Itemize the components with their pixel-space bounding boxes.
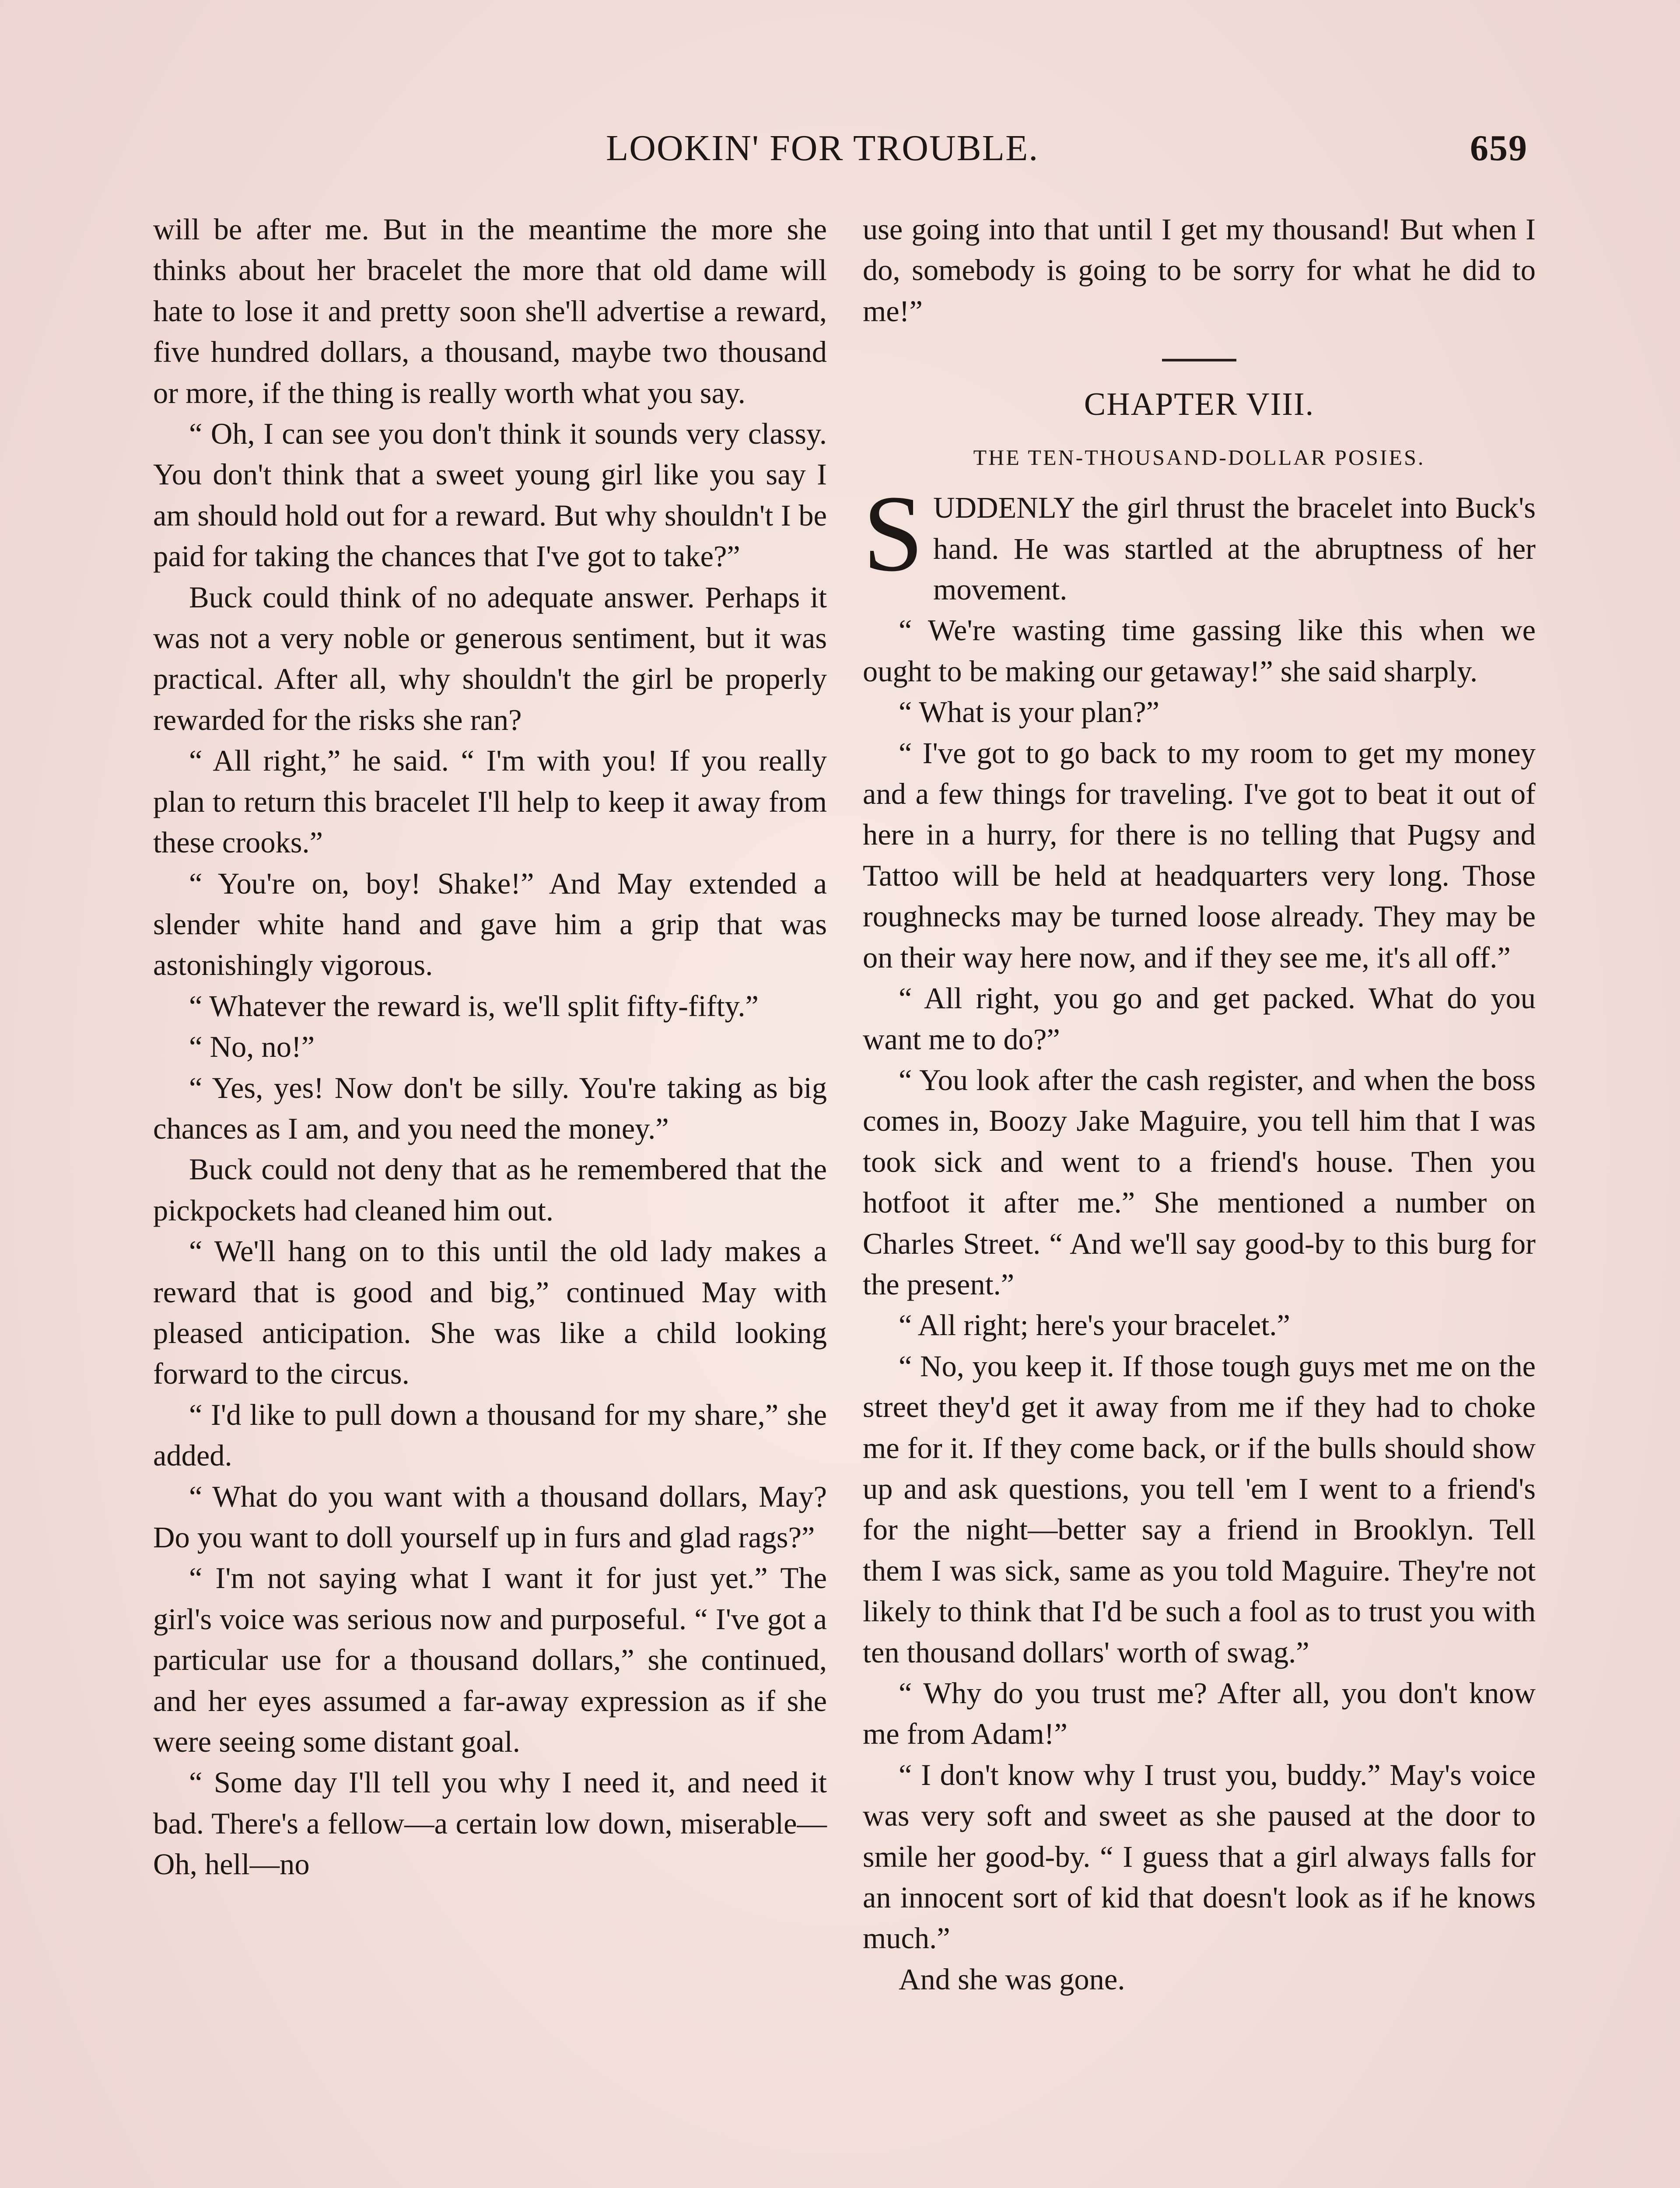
paragraph: “ I'm not saying what I want it for just yet.” The girl's voice was serious now and purposeful. “ I've got a particular use for a thousand dollars,” she continued, and her eyes assumed a far-away expression as if she were seeing some distant goal. — [153, 1561, 827, 1759]
paragraph: “ All right; here's your bracelet.” — [899, 1308, 1290, 1342]
paragraph: “ Some day I'll tell you why I need it, and need it bad. There's a fellow—a certain low down, miserable— Oh, hell—no — [153, 1766, 827, 1881]
running-title: LOOKIN' FOR TROUBLE. — [606, 128, 1039, 168]
paragraph: “ I've got to go back to my room to get my money and a few things for traveling. I've got to beat it out of here in a hurry, for there is no telling that Pugsy and Tattoo will be held at headquarters very long. Those roughnecks may be turned loose already. They may be on their way here now, and if they see me, it's all off.” — [863, 736, 1536, 974]
paragraph: use going into that until I get my thousand! But when I do, somebody is going to be sorry for what he did to me!” — [863, 213, 1536, 328]
paragraph: “ All right, you go and get packed. What do you want me to do?” — [863, 982, 1536, 1056]
paragraph: Buck could not deny that as he remembered that the pickpockets had cleaned him out. — [153, 1153, 827, 1227]
paragraph: “ Whatever the reward is, we'll split fifty-fifty.” — [189, 989, 759, 1023]
opening-text: UDDENLY the girl thrust the bracelet into Buck's hand. He was startled at the abruptness of her movement. — [933, 491, 1536, 607]
paragraph: “ What do you want with a thousand dollars, May? Do you want to doll yourself up in furs and glad rags?” — [153, 1480, 827, 1554]
chapter-opening-paragraph — [863, 473, 1536, 610]
drop-cap: S — [863, 473, 924, 595]
paragraph: “ You're on, boy! Shake!” And May extended a slender white hand and gave him a grip that was astonishingly vigorous. — [153, 866, 827, 982]
paragraph: “ No, you keep it. If those tough guys met me on the street they'd get it away from me if they had to choke me for it. If they come back, or if the bulls should show up and ask questions, you tell 'em I went to a friend's for the night—better say a friend in Brooklyn. Tell them I was sick, same as you told Maguire. They're not likely to think that I'd be such a fool as to trust you with ten thousand dollars' worth of swag.” — [863, 1349, 1536, 1669]
page-header — [0, 127, 1680, 188]
left-column — [153, 209, 827, 1885]
paragraph: will be after me. But in the meantime the more she thinks about her bracelet the more that old dame will hate to lose it and pretty soon she'll advertise a reward, five hundred dollars, a thousand, maybe two thousand or more, if the thing is really worth what you say. — [153, 213, 827, 410]
paragraph: “ Yes, yes! Now don't be silly. You're taking as big chances as I am, and you need the money.” — [153, 1071, 827, 1145]
paragraph: “ I'd like to pull down a thousand for my share,” she added. — [153, 1398, 827, 1473]
chapter-subtitle: THE TEN-THOUSAND-DOLLAR POSIES. — [973, 445, 1425, 470]
paragraph: “ We're wasting time gassing like this when we ought to be making our getaway!” she said sharply. — [863, 614, 1536, 688]
paragraph: “ We'll hang on to this until the old lady makes a reward that is good and big,” continued May with pleased anticipation. She was like a child looking forward to the circus. — [153, 1234, 827, 1391]
paragraph: “ All right,” he said. “ I'm with you! If you really plan to return this bracelet I'll help to keep it away from these crooks.” — [153, 744, 827, 859]
paragraph: Buck could think of no adequate answer. Perhaps it was not a very noble or generous sentiment, but it was practical. After all, why shouldn't the girl be properly rewarded for the risks she ran? — [153, 580, 827, 736]
page-number: 659 — [1470, 128, 1528, 168]
paragraph: “ Oh, I can see you don't think it sounds very classy. You don't think that a sweet young girl like you say I am should hold out for a reward. But why shouldn't I be paid for taking the chances that I've got to take?” — [153, 417, 827, 573]
paragraph: “ I don't know why I trust you, buddy.” May's voice was very soft and sweet as she paused at the door to smile her good-by. “ I guess that a girl always falls for an innocent sort of kid that doesn't look as if he knows much.” — [863, 1758, 1536, 1955]
chapter-title: CHAPTER VIII. — [1084, 386, 1315, 423]
paragraph: “ You look after the cash register, and when the boss comes in, Boozy Jake Maguire, you tell him that I was took sick and went to a friend's house. Then you hotfoot it after me.” She mentioned a number on Charles Street. “ And we'll say good-by to this burg for the present.” — [863, 1063, 1536, 1301]
paragraph: “ Why do you trust me? After all, you don't know me from Adam!” — [863, 1676, 1536, 1751]
paragraph: “ No, no!” — [189, 1030, 315, 1064]
right-column — [863, 209, 1536, 2000]
paragraph: And she was gone. — [899, 1962, 1125, 1996]
paragraph: “ What is your plan?” — [899, 695, 1159, 729]
section-divider — [1162, 359, 1236, 361]
